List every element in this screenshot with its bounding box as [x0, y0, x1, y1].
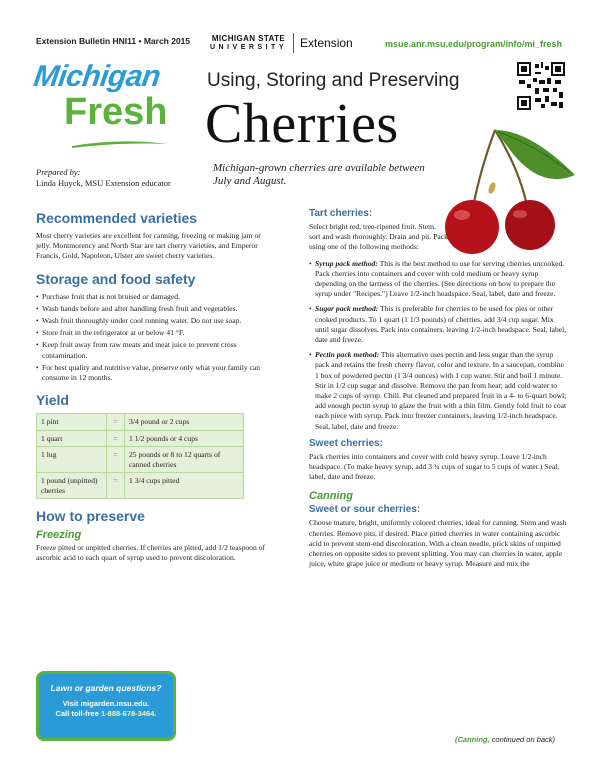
callout-question: Lawn or garden questions?: [50, 683, 162, 693]
storage-section: [36, 271, 276, 384]
program-url[interactable]: msue.anr.msu.edu/program/info/mi_fresh: [385, 39, 563, 49]
table-row: [37, 473, 244, 499]
method-text: This alternative uses pectin and less sugar than the syrup pack and retains the fresh cherry flavor, color and texture. In a saucepan, combine 1 box of powdered pectin (1 3/4 ounces) with 1 cup water. Stir and boil 1 minute. Stir in 1/2 cup sugar and dissolve. Remove the pan from heat; add cold water to make 2 cups of syrup. Chill. Put cleaned and prepared fruit in a 4- to 6-quart bowl; add enough pectin syrup to glaze the fruit with a thin film. Gently fold fruit to coat each piece with syrup. Pack into freezer containers, leaving 1/2-inch headspace. Seal, label, date and freeze.: [315, 350, 567, 431]
tart-text: Select bright red, tree-ripened fruit. Stem, sort and wash thoroughly. Drain and pit. Pack using one of the following methods:: [309, 222, 448, 252]
callout-visit[interactable]: Visit migarden.msu.edu.: [62, 699, 150, 708]
yield-equals: =: [107, 414, 125, 431]
page-subtitle: Using, Storing and Preserving: [207, 70, 460, 91]
yield-section: [36, 392, 276, 499]
method-name: Sugar pack method:: [315, 304, 379, 314]
msu-line1: MICHIGAN STATE: [211, 34, 286, 43]
yield-equivalent: 25 pounds or 8 to 12 quarts of canned cherries: [125, 447, 244, 473]
freezing-text: Freeze pitted or unpitted cherries. If cherries are pitted, add 1/2 teaspoon of ascorbic acid to each quart of syrup used to prevent discoloration.: [36, 543, 265, 563]
logo-word-fresh: Fresh: [64, 91, 168, 133]
list-item: [309, 350, 567, 432]
storage-heading: Storage and food safety: [36, 270, 196, 287]
logo-swoosh-icon: [70, 136, 170, 150]
table-row: [37, 414, 244, 431]
preserve-heading: How to preserve: [36, 508, 145, 525]
yield-table: [36, 413, 244, 499]
yield-amount: 1 pound (unpitted) cherries: [37, 473, 107, 499]
table-row: [37, 430, 244, 447]
qr-code-icon[interactable]: [517, 62, 565, 110]
canning-heading: Canning: [309, 490, 353, 503]
table-row: [37, 447, 244, 473]
left-column: [36, 210, 276, 573]
sweet-heading: Sweet cherries:: [309, 437, 383, 449]
yield-equals: =: [107, 430, 125, 447]
list-item: • Wash hands before and after handling fresh fruit and vegetables.: [36, 304, 276, 314]
callout-phone[interactable]: 1-888-678-3464.: [100, 709, 157, 718]
prepared-label: Prepared by:: [36, 167, 81, 177]
method-text: This is preferable for cherries to be used for pies or other cooked products. To 1 quart (1 1/3 pounds) of cherries, add 3/4 cup sugar. Mix until sugar dissolves. Pack into containers, leaving 1/2-inch headspace. Seal, label, date and freeze.: [315, 304, 567, 345]
garden-questions-callout: [36, 671, 176, 741]
varieties-text: Most cherry varieties are excellent for canning, freezing or making jam or jelly. Montmorency and North Star are tart cherry varieties, and Emperor Francis, Gold, Napoleon, Ulster are sweet cherry varieties.: [36, 231, 261, 261]
tart-heading: Tart cherries:: [309, 208, 373, 219]
yield-equals: =: [107, 447, 125, 473]
msu-extension-logo: [210, 33, 353, 53]
sos-text: Choose mature, bright, uniformly colored cherries, ideal for canning. Stem and wash cherries. Remove pits, if desired. Place pitted cherries in water containing ascorbic acid to prevent stem-end discoloration. With a clean needle, prick skins of unpitted cherries on opposite sides to prevent splitting. You may can cherries in water, apple juice, white grape juice or medium or heavy syrup. Measure and mix the: [309, 518, 567, 569]
prepared-name: Linda Huyck, MSU Extension educator: [36, 178, 171, 188]
continued-note: [455, 735, 555, 744]
yield-equivalent: 1 1/2 pounds or 4 cups: [125, 430, 244, 447]
callout-call-prefix: Call toll-free: [55, 709, 101, 718]
msu-line2: UNIVERSITY: [210, 44, 288, 51]
method-name: Pectin pack method:: [315, 350, 380, 360]
tagline: Michigan-grown cherries are available between July and August.: [213, 162, 425, 187]
list-item: • For best quality and nutritive value, preserve only what your family can consume in 12 months.: [36, 363, 276, 383]
extension-label: Extension: [300, 36, 353, 50]
msu-wordmark: [210, 34, 287, 52]
yield-heading: Yield: [36, 392, 69, 409]
yield-amount: 1 lug: [37, 447, 107, 473]
method-text: This is the best method to use for serving cherries uncooked. Pack cherries into containers and cover with cold medium or heavy syrup depending on the tartness of the cherries. (See directions on how to prepare the syrup under "Recipes.") Leave 1/2-inch headspace. Seal, label, date and freeze.: [315, 258, 565, 299]
list-item: • Keep fruit away from raw meats and meat juice to prevent cross contamination.: [36, 340, 276, 360]
sos-heading: Sweet or sour cherries:: [309, 504, 421, 516]
yield-equals: =: [107, 473, 125, 499]
sweet-text: Pack cherries into containers and cover with cold heavy syrup. Leave 1/2-inch headspace. (To make heavy syrup, add 3 ¾ cups of sugar to 5 cups of water.) Seal, label, date and freeze.: [309, 451, 560, 482]
list-item: [309, 259, 567, 300]
yield-amount: 1 quart: [37, 430, 107, 447]
logo-word-michigan: Michigan: [31, 60, 163, 93]
preserve-section: [36, 508, 276, 563]
yield-equivalent: 1 3/4 cups pitted: [125, 473, 244, 499]
right-column: [309, 208, 567, 569]
methods-list: [309, 259, 567, 432]
method-name: Syrup pack method:: [315, 258, 378, 268]
yield-amount: 1 pint: [37, 414, 107, 431]
list-item: • Store fruit in the refrigerator at or below 41 °F.: [36, 328, 276, 338]
msu-divider: [293, 33, 294, 53]
page-title: Cherries: [205, 93, 399, 155]
prepared-by: [36, 167, 171, 189]
varieties-heading: Recommended varieties: [36, 210, 198, 226]
yield-equivalent: 3/4 pound or 2 cups: [125, 414, 244, 431]
list-item: [309, 304, 567, 345]
bulletin-info: Extension Bulletin HNI11 • March 2015: [36, 36, 191, 46]
list-item: • Wash fruit thoroughly under cool running water. Do not use soap.: [36, 316, 276, 326]
varieties-section: [36, 210, 276, 262]
list-item: • Purchase fruit that is not bruised or damaged.: [36, 292, 276, 302]
freezing-heading: Freezing: [36, 529, 82, 542]
continued-rest: continued on back): [489, 735, 556, 744]
michigan-fresh-logo: [31, 60, 174, 133]
continued-label: (Canning,: [455, 735, 490, 744]
callout-call: [39, 709, 173, 719]
